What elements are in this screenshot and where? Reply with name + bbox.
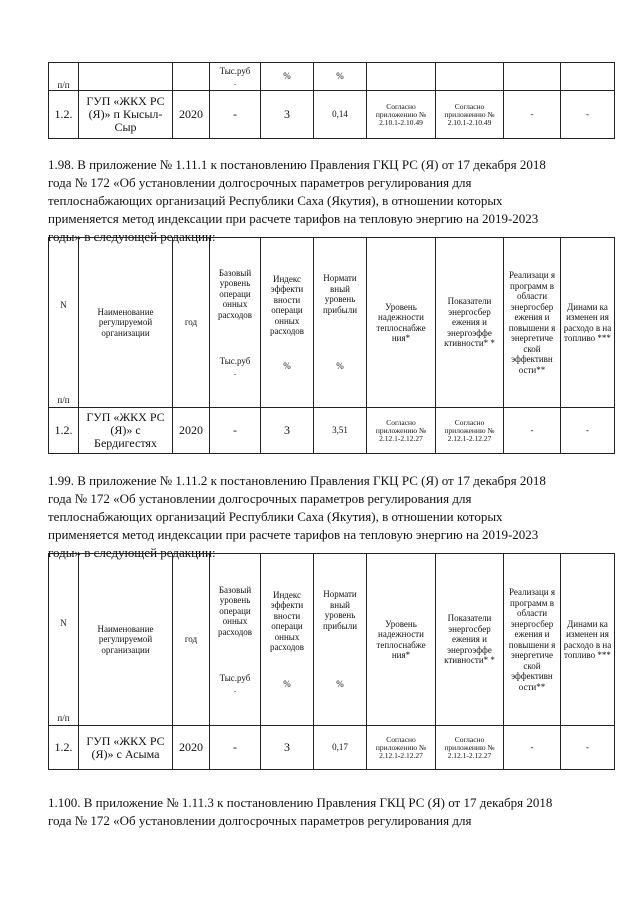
- col-base-header: Базовый уровень операци онных расходов Тыс.руб .: [210, 554, 261, 726]
- top-table: [48, 62, 615, 139]
- col-norm-header: Нормати вный уровень прибыли %: [314, 238, 367, 408]
- row-year: 2020: [173, 408, 210, 454]
- paragraph-1-98: 1.98. В приложение № 1.11.1 к постановлению Правления ГКЦ РС (Я) от 17 декабря 2018 года № 172 «Об установлении долгосрочных параметров регулирования для теплоснабжающих организаций Республики Саха (Якутия), в отношении которых применяется метод индексации при расчете тарифов на тепловую энергию на 2019-2023 годы» в следующей редакции:: [48, 157, 546, 244]
- row-norm: 0,14: [314, 91, 367, 139]
- col-num-header: N п/п: [49, 238, 79, 408]
- row-norm: 0,17: [314, 726, 367, 770]
- table-row: [49, 408, 615, 454]
- paragraph-1-99: 1.99. В приложение № 1.11.2 к постановлению Правления ГКЦ РС (Я) от 17 декабря 2018 года № 172 «Об установлении долгосрочных параметров регулирования для теплоснабжающих организаций Республики Саха (Якутия), в отношении которых применяется метод индексации при расчете тарифов на тепловую энергию на 2019-2023 годы» в следующей редакции:: [48, 473, 546, 560]
- row-num: 1.2.: [49, 408, 79, 454]
- row-dynamics: -: [561, 91, 615, 139]
- col-dynamics-header: Динами ка изменен ия расходо в на топливо ***: [561, 554, 615, 726]
- row-reliability: Согласно приложению № 2.10.1-2.10.49: [367, 91, 436, 139]
- row-programs: -: [504, 726, 561, 770]
- row-dynamics: -: [561, 408, 615, 454]
- col-org-header: Наименование регулируемой организации: [79, 238, 173, 408]
- table-header-row: [49, 238, 615, 408]
- row-org: ГУП «ЖКХ РС (Я)» с Бердигестях: [79, 408, 173, 454]
- row-org: ГУП «ЖКХ РС (Я)» с Асыма: [79, 726, 173, 770]
- row-programs: -: [504, 408, 561, 454]
- table-header-row: [49, 63, 615, 91]
- col-index-header: Индекс эффекти вности операци онных расходов %: [261, 238, 314, 408]
- row-base: -: [210, 91, 261, 139]
- table-row: [49, 726, 615, 770]
- col-programs-header: Реализаци я программ в области энергосбер ежения и повышени я энергетиче ской эффективн ости**: [504, 238, 561, 408]
- row-year: 2020: [173, 91, 210, 139]
- row-base: -: [210, 408, 261, 454]
- row-index: 3: [261, 726, 314, 770]
- col-index-unit: %: [261, 63, 314, 91]
- row-norm: 3,51: [314, 408, 367, 454]
- col-energy-header: Показатели энергосбер ежения и энергоэффе ктивности* *: [436, 554, 504, 726]
- col-year-header: год: [173, 238, 210, 408]
- row-energy: Согласно приложению № 2.12.1-2.12.27: [436, 408, 504, 454]
- col-index-header: Индекс эффекти вности операци онных расходов %: [261, 554, 314, 726]
- row-num: 1.2.: [49, 726, 79, 770]
- row-index: 3: [261, 408, 314, 454]
- col-num-header: N п/п: [49, 554, 79, 726]
- paragraph-1-100: 1.100. В приложение № 1.11.3 к постановлению Правления ГКЦ РС (Я) от 17 декабря 2018 года № 172 «Об установлении долгосрочных параметров регулирования для: [48, 795, 553, 828]
- row-dynamics: -: [561, 726, 615, 770]
- col-base-unit: Тыс.руб .: [210, 63, 261, 91]
- row-reliability: Согласно приложению № 2.12.1-2.12.27: [367, 726, 436, 770]
- row-base: -: [210, 726, 261, 770]
- row-reliability: Согласно приложению № 2.12.1-2.12.27: [367, 408, 436, 454]
- col-reliability-header: Уровень надежности теплоснабже ния*: [367, 238, 436, 408]
- col-num-label: п/п: [49, 63, 79, 91]
- row-num: 1.2.: [49, 91, 79, 139]
- row-year: 2020: [173, 726, 210, 770]
- col-year-header: год: [173, 554, 210, 726]
- col-energy-header: Показатели энергосбер ежения и энергоэффе ктивности* *: [436, 238, 504, 408]
- col-norm-unit: %: [314, 63, 367, 91]
- col-reliability-header: Уровень надежности теплоснабже ния*: [367, 554, 436, 726]
- col-dynamics-header: Динами ка изменен ия расходо в на топливо ***: [561, 238, 615, 408]
- table-1-11-2: [48, 553, 615, 770]
- table-header-row: [49, 554, 615, 726]
- col-base-header: Базовый уровень операци онных расходов Тыс.руб .: [210, 238, 261, 408]
- col-org-header: Наименование регулируемой организации: [79, 554, 173, 726]
- col-norm-header: Нормати вный уровень прибыли %: [314, 554, 367, 726]
- row-programs: -: [504, 91, 561, 139]
- row-org: ГУП «ЖКХ РС (Я)» п Кысыл-Сыр: [79, 91, 173, 139]
- table-1-11-1: [48, 237, 615, 454]
- row-index: 3: [261, 91, 314, 139]
- col-programs-header: Реализаци я программ в области энергосбер ежения и повышени я энергетиче ской эффективн ости**: [504, 554, 561, 726]
- row-energy: Согласно приложению № 2.12.1-2.12.27: [436, 726, 504, 770]
- row-energy: Согласно приложению № 2.10.1-2.10.49: [436, 91, 504, 139]
- table-row: [49, 91, 615, 139]
